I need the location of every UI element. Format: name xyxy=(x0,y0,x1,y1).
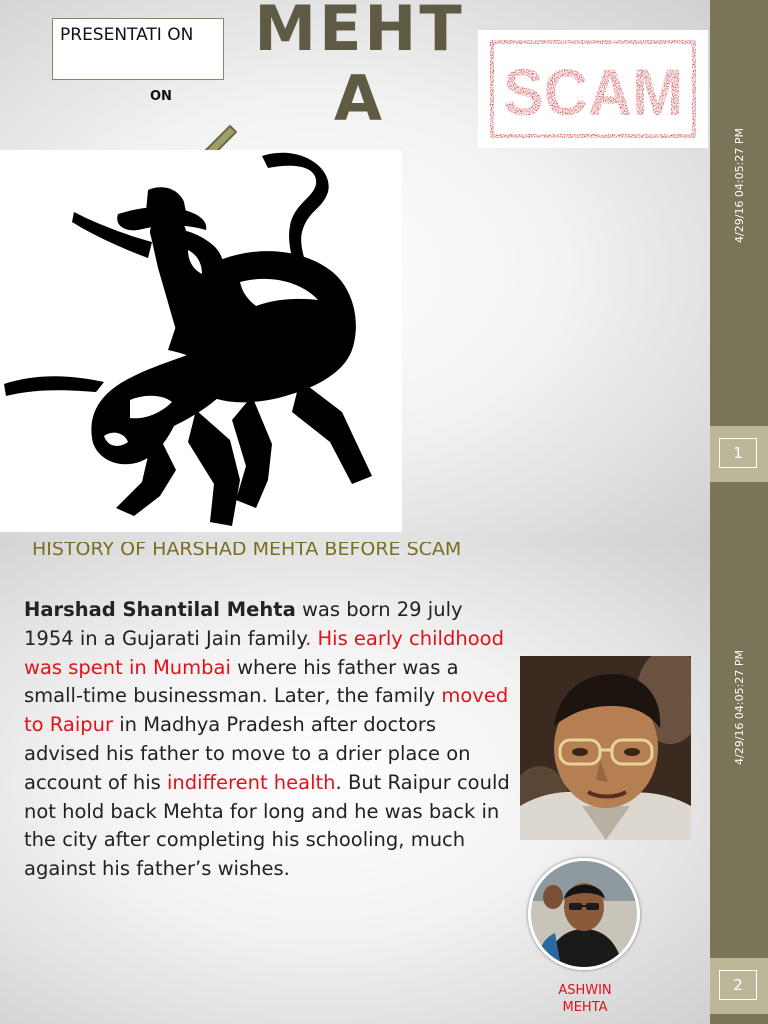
bio-highlight: moved to Raipur xyxy=(24,684,509,737)
slide-1-sidebar xyxy=(710,0,768,542)
bio-highlight: indifferent health xyxy=(167,770,336,794)
slide-1 xyxy=(0,0,710,542)
slide-2-number-band xyxy=(710,958,768,1014)
slide-heading: HISTORY OF HARSHAD MEHTA BEFORE SCAM xyxy=(32,542,462,560)
bull-rider-illustration xyxy=(0,150,402,532)
bio-text: where his father was a small-time businessman. Later, the family xyxy=(24,655,459,708)
photo-caption: ASHWIN MEHTA xyxy=(558,983,612,1015)
slide-2-number: 2 xyxy=(719,970,757,1000)
bio-text: . But Raipur could not hold back Mehta for long and he was back in the city after completing his schooling, much against his father’s wishes. xyxy=(24,770,510,881)
slide-2-sidebar xyxy=(710,542,768,1024)
slide-2-date: 4/29/16 04:05:27 PM xyxy=(732,649,746,765)
slide-2 xyxy=(0,542,710,1024)
biography-paragraph xyxy=(24,596,512,884)
bio-text: was born 29 july 1954 in a Gujarati Jain family xyxy=(24,598,463,650)
harshad-mehta-photo xyxy=(520,656,691,840)
presentation-label: PRESENTATI ON xyxy=(60,25,194,45)
slide-title: MEHT A xyxy=(254,0,465,135)
bio-name: Harshad Shantilal Mehta xyxy=(24,598,296,621)
on-label: ON xyxy=(150,89,172,104)
slide-1-number: 1 xyxy=(719,438,757,468)
slide-1-number-band xyxy=(710,426,768,482)
ashwin-mehta-photo xyxy=(528,858,640,970)
slide-1-date: 4/29/16 04:05:27 PM xyxy=(732,127,746,243)
bio-highlight: . His early childhood was spent in Mumbai xyxy=(24,626,504,679)
scam-stamp-text: SCAM xyxy=(503,55,683,129)
presentation-label-box xyxy=(52,18,224,80)
bio-text: in Madhya Pradesh after doctors advised his father to move to a drier place on account of his xyxy=(24,713,471,794)
scam-stamp-image xyxy=(478,30,708,148)
